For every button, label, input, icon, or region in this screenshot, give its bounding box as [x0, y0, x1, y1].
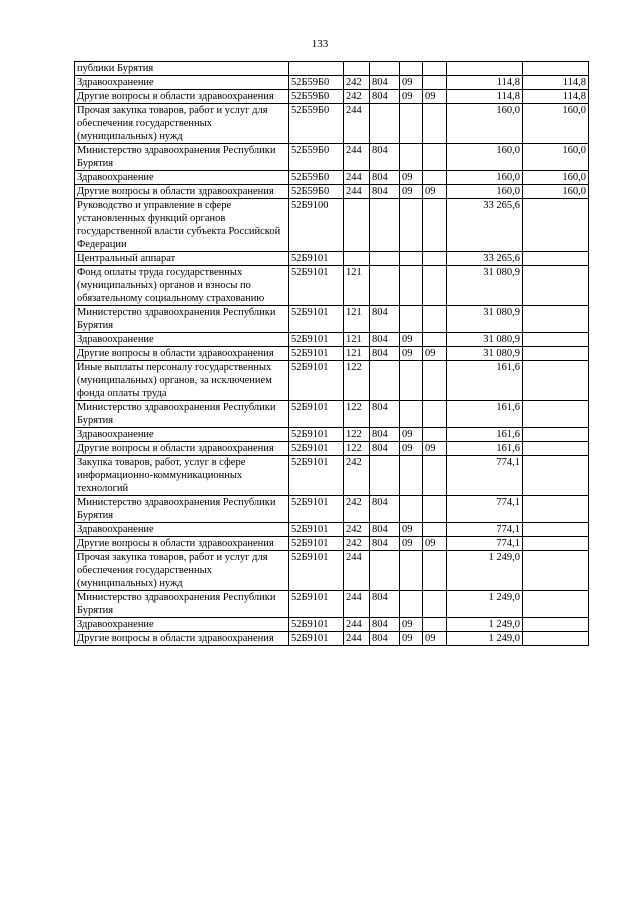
subsection-cell: 09 — [423, 442, 447, 456]
subsection-cell — [423, 171, 447, 185]
amount-cell: 1 249,0 — [447, 618, 523, 632]
expense-type-cell: 244 — [344, 591, 370, 618]
amount-second-cell — [523, 551, 589, 591]
amount-second-cell: 114,8 — [523, 90, 589, 104]
section-cell — [400, 496, 423, 523]
target-article-cell: 52Б9101 — [289, 523, 344, 537]
target-article-cell: 52Б9101 — [289, 266, 344, 306]
expense-type-cell: 242 — [344, 496, 370, 523]
expense-type-cell: 242 — [344, 90, 370, 104]
subsection-cell — [423, 144, 447, 171]
amount-second-cell: 160,0 — [523, 171, 589, 185]
section-cell — [400, 104, 423, 144]
section-cell: 09 — [400, 76, 423, 90]
table-row — [75, 252, 589, 266]
row-name-cell: Прочая закупка товаров, работ и услуг для обеспечения государственных (муниципальных) нужд — [75, 551, 289, 591]
expense-type-cell: 244 — [344, 618, 370, 632]
expense-type-cell: 121 — [344, 333, 370, 347]
expense-type-cell: 244 — [344, 171, 370, 185]
expense-type-cell: 244 — [344, 551, 370, 591]
administrator-code-cell — [370, 551, 400, 591]
table-row — [75, 171, 589, 185]
target-article-cell: 52Б59Б0 — [289, 104, 344, 144]
administrator-code-cell — [370, 62, 400, 76]
subsection-cell: 09 — [423, 537, 447, 551]
row-name-cell: Фонд оплаты труда государственных (муниципальных) органов и взносы по обязательному социальному страхованию — [75, 266, 289, 306]
subsection-cell — [423, 361, 447, 401]
row-name-cell: Министерство здравоохранения Республики Бурятия — [75, 401, 289, 428]
row-name-cell: Здравоохранение — [75, 523, 289, 537]
section-cell: 09 — [400, 185, 423, 199]
target-article-cell: 52Б9101 — [289, 347, 344, 361]
section-cell — [400, 591, 423, 618]
amount-second-cell — [523, 401, 589, 428]
amount-cell: 774,1 — [447, 537, 523, 551]
subsection-cell — [423, 252, 447, 266]
row-name-cell: Здравоохранение — [75, 428, 289, 442]
row-name-cell: Здравоохранение — [75, 76, 289, 90]
table-row — [75, 306, 589, 333]
administrator-code-cell: 804 — [370, 347, 400, 361]
subsection-cell — [423, 551, 447, 591]
amount-second-cell — [523, 333, 589, 347]
target-article-cell: 52Б9101 — [289, 496, 344, 523]
section-cell — [400, 266, 423, 306]
table-row — [75, 266, 589, 306]
section-cell: 09 — [400, 618, 423, 632]
page-number: 133 — [311, 38, 329, 50]
table-row — [75, 361, 589, 401]
row-name-cell: Прочая закупка товаров, работ и услуг для обеспечения государственных (муниципальных) нужд — [75, 104, 289, 144]
target-article-cell: 52Б9101 — [289, 401, 344, 428]
administrator-code-cell: 804 — [370, 90, 400, 104]
expense-type-cell — [344, 199, 370, 252]
administrator-code-cell: 804 — [370, 428, 400, 442]
row-name-cell: Другие вопросы в области здравоохранения — [75, 347, 289, 361]
row-name-cell: Министерство здравоохранения Республики Бурятия — [75, 306, 289, 333]
administrator-code-cell — [370, 266, 400, 306]
expense-type-cell: 122 — [344, 361, 370, 401]
row-name-cell: Иные выплаты персоналу государственных (муниципальных) органов, за исключением фонда оплаты труда — [75, 361, 289, 401]
budget-table — [74, 61, 589, 646]
expense-type-cell: 121 — [344, 266, 370, 306]
administrator-code-cell: 804 — [370, 537, 400, 551]
row-name-cell: Другие вопросы в области здравоохранения — [75, 632, 289, 646]
administrator-code-cell: 804 — [370, 171, 400, 185]
target-article-cell: 52Б9101 — [289, 361, 344, 401]
administrator-code-cell: 804 — [370, 496, 400, 523]
amount-second-cell — [523, 252, 589, 266]
target-article-cell: 52Б9101 — [289, 428, 344, 442]
administrator-code-cell: 804 — [370, 185, 400, 199]
section-cell: 09 — [400, 171, 423, 185]
administrator-code-cell: 804 — [370, 333, 400, 347]
row-name-cell: Центральный аппарат — [75, 252, 289, 266]
section-cell: 09 — [400, 523, 423, 537]
subsection-cell — [423, 62, 447, 76]
section-cell — [400, 401, 423, 428]
expense-type-cell: 122 — [344, 428, 370, 442]
amount-second-cell — [523, 428, 589, 442]
target-article-cell: 52Б9101 — [289, 442, 344, 456]
row-name-cell: публики Бурятия — [75, 62, 289, 76]
table-row — [75, 551, 589, 591]
table-row — [75, 456, 589, 496]
row-name-cell: Другие вопросы в области здравоохранения — [75, 442, 289, 456]
subsection-cell — [423, 401, 447, 428]
table-row — [75, 199, 589, 252]
subsection-cell — [423, 591, 447, 618]
section-cell — [400, 62, 423, 76]
amount-cell: 161,6 — [447, 361, 523, 401]
target-article-cell: 52Б9101 — [289, 306, 344, 333]
table-row — [75, 185, 589, 199]
amount-cell: 774,1 — [447, 456, 523, 496]
section-cell: 09 — [400, 347, 423, 361]
section-cell — [400, 252, 423, 266]
expense-type-cell: 242 — [344, 523, 370, 537]
expense-type-cell: 244 — [344, 144, 370, 171]
amount-second-cell — [523, 632, 589, 646]
budget-table-body — [75, 62, 589, 646]
row-name-cell: Министерство здравоохранения Республики Бурятия — [75, 144, 289, 171]
target-article-cell: 52Б9101 — [289, 456, 344, 496]
amount-second-cell — [523, 266, 589, 306]
table-row — [75, 618, 589, 632]
amount-cell: 33 265,6 — [447, 199, 523, 252]
expense-type-cell — [344, 62, 370, 76]
amount-second-cell — [523, 442, 589, 456]
section-cell: 09 — [400, 333, 423, 347]
amount-cell: 774,1 — [447, 523, 523, 537]
amount-second-cell — [523, 456, 589, 496]
amount-cell: 31 080,9 — [447, 266, 523, 306]
target-article-cell: 52Б59Б0 — [289, 76, 344, 90]
subsection-cell — [423, 428, 447, 442]
table-row — [75, 591, 589, 618]
subsection-cell: 09 — [423, 185, 447, 199]
amount-second-cell — [523, 591, 589, 618]
target-article-cell: 52Б9101 — [289, 252, 344, 266]
expense-type-cell: 242 — [344, 537, 370, 551]
amount-second-cell — [523, 537, 589, 551]
expense-type-cell: 121 — [344, 306, 370, 333]
expense-type-cell: 244 — [344, 185, 370, 199]
amount-cell: 161,6 — [447, 442, 523, 456]
table-row — [75, 428, 589, 442]
subsection-cell — [423, 199, 447, 252]
subsection-cell: 09 — [423, 347, 447, 361]
section-cell — [400, 306, 423, 333]
expense-type-cell: 242 — [344, 76, 370, 90]
amount-cell: 31 080,9 — [447, 333, 523, 347]
amount-cell: 1 249,0 — [447, 591, 523, 618]
section-cell: 09 — [400, 442, 423, 456]
table-row — [75, 90, 589, 104]
section-cell: 09 — [400, 537, 423, 551]
amount-cell: 1 249,0 — [447, 632, 523, 646]
table-row — [75, 76, 589, 90]
section-cell — [400, 144, 423, 171]
expense-type-cell — [344, 252, 370, 266]
amount-cell: 774,1 — [447, 496, 523, 523]
row-name-cell: Другие вопросы в области здравоохранения — [75, 537, 289, 551]
subsection-cell — [423, 333, 447, 347]
amount-cell: 33 265,6 — [447, 252, 523, 266]
table-row — [75, 496, 589, 523]
subsection-cell: 09 — [423, 90, 447, 104]
section-cell: 09 — [400, 428, 423, 442]
row-name-cell: Руководство и управление в сфере установленных функций органов государственной власти субъекта Российской Федерации — [75, 199, 289, 252]
row-name-cell: Закупка товаров, работ, услуг в сфере информационно-коммуникационных технологий — [75, 456, 289, 496]
amount-second-cell: 160,0 — [523, 104, 589, 144]
administrator-code-cell: 804 — [370, 523, 400, 537]
amount-second-cell: 114,8 — [523, 76, 589, 90]
amount-cell: 31 080,9 — [447, 347, 523, 361]
amount-second-cell — [523, 496, 589, 523]
row-name-cell: Здравоохранение — [75, 171, 289, 185]
expense-type-cell: 244 — [344, 104, 370, 144]
row-name-cell: Другие вопросы в области здравоохранения — [75, 185, 289, 199]
subsection-cell — [423, 496, 447, 523]
row-name-cell: Министерство здравоохранения Республики Бурятия — [75, 591, 289, 618]
section-cell — [400, 361, 423, 401]
row-name-cell: Здравоохранение — [75, 618, 289, 632]
section-cell: 09 — [400, 90, 423, 104]
target-article-cell: 52Б59Б0 — [289, 144, 344, 171]
expense-type-cell: 121 — [344, 347, 370, 361]
table-row — [75, 333, 589, 347]
table-row — [75, 144, 589, 171]
administrator-code-cell — [370, 361, 400, 401]
row-name-cell: Министерство здравоохранения Республики Бурятия — [75, 496, 289, 523]
section-cell — [400, 456, 423, 496]
amount-second-cell: 160,0 — [523, 185, 589, 199]
table-row — [75, 442, 589, 456]
amount-cell: 1 249,0 — [447, 551, 523, 591]
amount-cell: 160,0 — [447, 104, 523, 144]
table-row — [75, 401, 589, 428]
administrator-code-cell: 804 — [370, 442, 400, 456]
administrator-code-cell: 804 — [370, 632, 400, 646]
expense-type-cell: 122 — [344, 442, 370, 456]
administrator-code-cell: 804 — [370, 401, 400, 428]
target-article-cell: 52Б9101 — [289, 551, 344, 591]
subsection-cell — [423, 104, 447, 144]
amount-second-cell — [523, 361, 589, 401]
amount-cell: 160,0 — [447, 171, 523, 185]
target-article-cell: 52Б9101 — [289, 632, 344, 646]
amount-cell: 160,0 — [447, 185, 523, 199]
row-name-cell: Здравоохранение — [75, 333, 289, 347]
table-row — [75, 62, 589, 76]
amount-cell: 161,6 — [447, 401, 523, 428]
amount-cell: 161,6 — [447, 428, 523, 442]
target-article-cell: 52Б59Б0 — [289, 90, 344, 104]
amount-cell: 114,8 — [447, 90, 523, 104]
subsection-cell — [423, 266, 447, 306]
subsection-cell — [423, 306, 447, 333]
administrator-code-cell: 804 — [370, 618, 400, 632]
target-article-cell: 52Б9101 — [289, 333, 344, 347]
administrator-code-cell — [370, 252, 400, 266]
administrator-code-cell: 804 — [370, 76, 400, 90]
administrator-code-cell — [370, 456, 400, 496]
target-article-cell: 52Б59Б0 — [289, 171, 344, 185]
target-article-cell: 52Б9100 — [289, 199, 344, 252]
amount-cell: 160,0 — [447, 144, 523, 171]
section-cell — [400, 551, 423, 591]
amount-second-cell — [523, 306, 589, 333]
section-cell — [400, 199, 423, 252]
administrator-code-cell: 804 — [370, 306, 400, 333]
expense-type-cell: 242 — [344, 456, 370, 496]
administrator-code-cell: 804 — [370, 144, 400, 171]
target-article-cell: 52Б9101 — [289, 618, 344, 632]
subsection-cell — [423, 523, 447, 537]
target-article-cell: 52Б59Б0 — [289, 185, 344, 199]
amount-second-cell — [523, 62, 589, 76]
subsection-cell — [423, 618, 447, 632]
administrator-code-cell — [370, 199, 400, 252]
table-row — [75, 104, 589, 144]
subsection-cell — [423, 76, 447, 90]
table-row — [75, 523, 589, 537]
section-cell: 09 — [400, 632, 423, 646]
target-article-cell: 52Б9101 — [289, 537, 344, 551]
amount-cell: 31 080,9 — [447, 306, 523, 333]
target-article-cell: 52Б9101 — [289, 591, 344, 618]
table-row — [75, 537, 589, 551]
expense-type-cell: 122 — [344, 401, 370, 428]
amount-second-cell — [523, 199, 589, 252]
amount-cell — [447, 62, 523, 76]
administrator-code-cell: 804 — [370, 591, 400, 618]
amount-second-cell — [523, 347, 589, 361]
amount-second-cell — [523, 618, 589, 632]
administrator-code-cell — [370, 104, 400, 144]
table-row — [75, 632, 589, 646]
amount-second-cell — [523, 523, 589, 537]
amount-second-cell: 160,0 — [523, 144, 589, 171]
expense-type-cell: 244 — [344, 632, 370, 646]
row-name-cell: Другие вопросы в области здравоохранения — [75, 90, 289, 104]
subsection-cell — [423, 456, 447, 496]
subsection-cell: 09 — [423, 632, 447, 646]
amount-cell: 114,8 — [447, 76, 523, 90]
target-article-cell — [289, 62, 344, 76]
table-row — [75, 347, 589, 361]
